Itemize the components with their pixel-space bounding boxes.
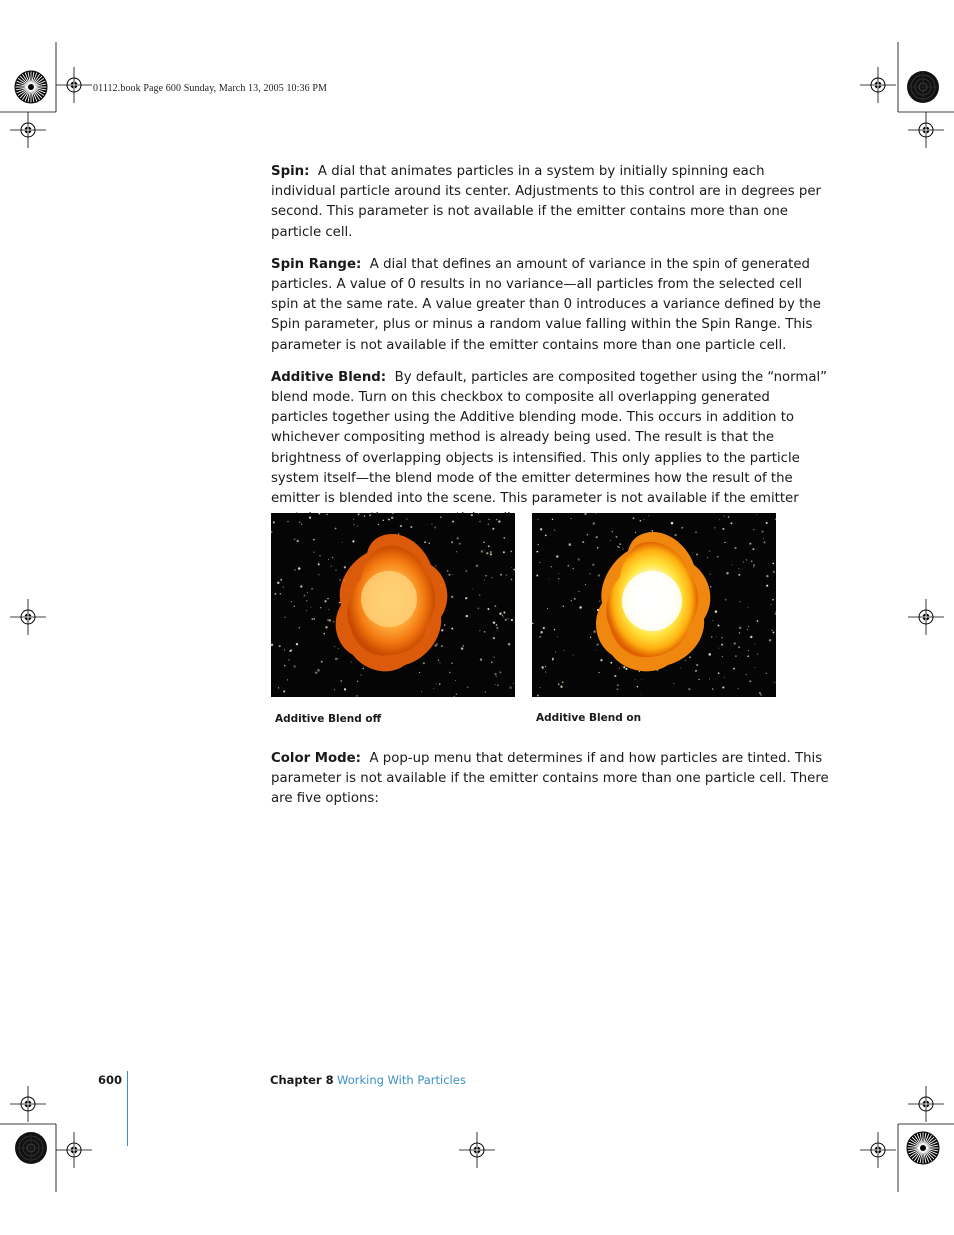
- definition-color-mode: A pop-up menu that determines if and how particles are tinted. This parameter is not available if the emitter contains more than one particle cell. There are five options:: [271, 751, 829, 807]
- page-number: 600: [98, 1073, 123, 1087]
- footer-chapter-title-link[interactable]: Working With Particles: [337, 1073, 466, 1087]
- term-additive-blend: Additive Blend:: [271, 369, 387, 385]
- print-header: 01112.book Page 600 Sunday, March 13, 2005 10:36 PM: [93, 83, 327, 94]
- definition-additive-blend: By default, particles are composited together using the “normal” blend mode. Turn on this checkbox to composite all overlapping generated particles together using the Additive blending mode. This occurs in addition to whichever compositing method is already being used. The result is that the brightness of overlapping objects is intensified. This only applies to the particle system itself—the blend mode of the emitter determines how the result of the emitter is blended into the scene. This parameter is not available if the emitter: [271, 369, 828, 507]
- image-additive-blend-on: [532, 513, 776, 697]
- caption-additive-blend-off: Additive Blend off: [275, 713, 382, 725]
- definition-spin: A dial that animates particles in a system by initially spinning each individual particle around its center. Adjustments to this control are in degrees per second. This parameter is not available if the emitter contains more than one particle cell.: [271, 164, 821, 240]
- term-spin-range: Spin Range:: [271, 256, 362, 272]
- footer-divider: [127, 1071, 128, 1146]
- definition-spin-range: A dial that defines an amount of variance in the spin of generated particles. A value of 0 results in no variance—all particles from the selected cell spin at the same rate. A value greater than 0 introduces a variance defined by the Spin parameter, plus or minus a random value falling within the Spin Range. This parameter is not available if the emitter contains more than one particle cell.: [271, 256, 821, 353]
- image-additive-blend-off: [271, 513, 515, 697]
- term-spin: Spin:: [271, 164, 310, 179]
- paragraph-additive-blend: [271, 368, 831, 530]
- body-text-bottom: [271, 749, 831, 822]
- term-color-mode: Color Mode:: [271, 751, 361, 766]
- paragraph-spin-range: [271, 255, 831, 356]
- footer-chapter-label: Chapter 8: [270, 1073, 334, 1087]
- body-text-top: [271, 162, 831, 541]
- paragraph-color-mode: [271, 749, 831, 810]
- caption-additive-blend-on: Additive Blend on: [536, 712, 642, 724]
- paragraph-spin: [271, 162, 831, 243]
- figure-pair: [271, 513, 777, 728]
